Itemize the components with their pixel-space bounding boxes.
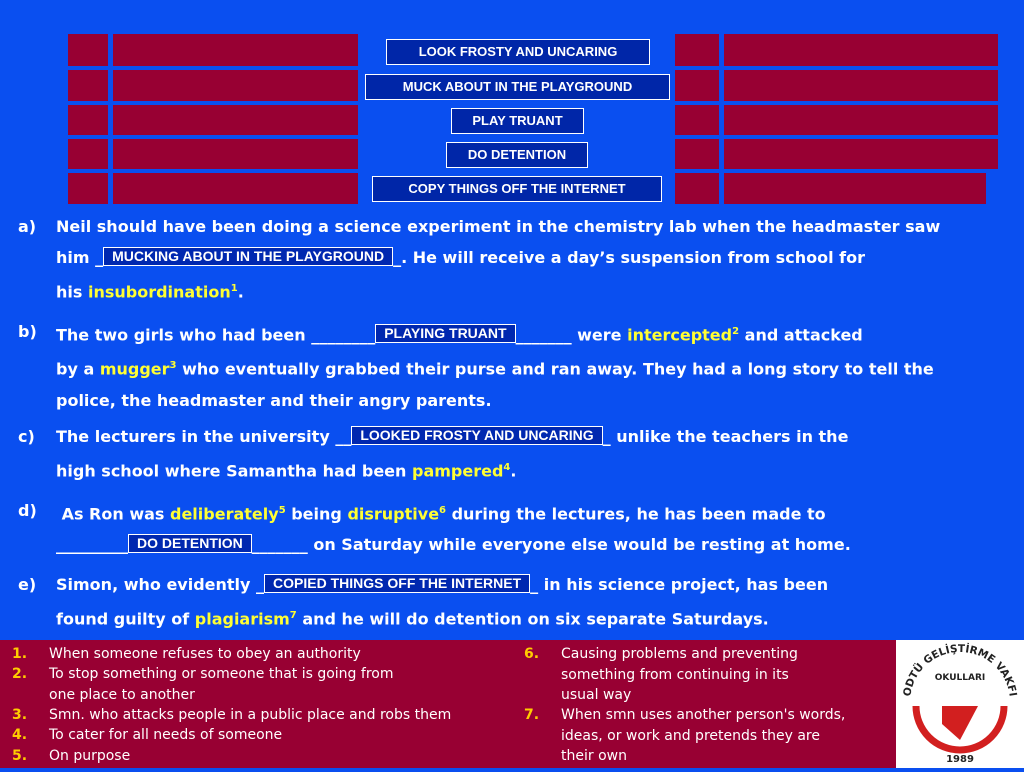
tile xyxy=(675,34,719,66)
blank-line: _______ xyxy=(251,535,308,555)
vocab-word: intercepted xyxy=(627,325,733,345)
exercise-line xyxy=(56,350,1006,384)
answer-box[interactable]: LOOKED FROSTY AND UNCARING xyxy=(351,426,602,445)
tile xyxy=(113,105,358,135)
phrase-play-truant[interactable]: PLAY TRUANT xyxy=(451,108,584,134)
definition-number: 7. xyxy=(524,707,540,723)
school-logo xyxy=(896,640,1024,768)
footnote-ref: 2 xyxy=(732,326,740,337)
text: and attacked xyxy=(739,325,863,345)
vocab-word: mugger xyxy=(99,359,170,379)
logo-arc-text: ODTÜ GELİŞTİRME VAKFI xyxy=(901,642,1019,698)
definition-text: On purpose xyxy=(49,748,131,764)
tile xyxy=(68,34,108,66)
phrase-look-frosty[interactable]: LOOK FROSTY AND UNCARING xyxy=(386,39,650,65)
exercise-line xyxy=(56,242,1006,273)
definition-number: 2. xyxy=(12,666,28,682)
text: who eventually grabbed their purse and ran away. They had a long story to tell the xyxy=(176,359,934,379)
definition-2 xyxy=(12,664,512,706)
exercise-c xyxy=(18,421,1018,485)
exercise-label: d) xyxy=(18,501,37,520)
exercise-label: e) xyxy=(18,575,37,594)
definition-text: one place to another xyxy=(49,686,195,703)
tile xyxy=(68,139,108,169)
text: The lecturers in the university xyxy=(56,427,336,446)
text: and he will do detention on six separate Saturdays. xyxy=(296,609,769,629)
tile xyxy=(675,105,719,135)
answer-box[interactable]: PLAYING TRUANT xyxy=(375,324,515,343)
text: . xyxy=(510,461,517,481)
text: in his science project, has been xyxy=(538,575,829,594)
exercise-line xyxy=(56,421,1006,452)
definition-5 xyxy=(12,746,512,767)
definition-number: 5. xyxy=(12,748,28,764)
text: him xyxy=(56,248,96,267)
logo-emblem-icon xyxy=(896,640,1024,768)
text: being xyxy=(285,504,348,524)
vocab-word: plagiarism xyxy=(194,609,290,629)
text: on Saturday while everyone else would be resting at home. xyxy=(307,535,851,555)
tile xyxy=(113,139,358,169)
tile xyxy=(68,173,108,204)
footnote-ref: 7 xyxy=(289,610,297,621)
exercise-line xyxy=(56,569,1006,600)
footnote-ref: 1 xyxy=(230,283,238,294)
exercise-label: c) xyxy=(18,427,35,446)
text: during the lectures, he has been made to xyxy=(446,504,826,524)
tile xyxy=(675,173,719,204)
footnote-ref: 3 xyxy=(169,360,177,372)
exercise-line xyxy=(56,316,1006,350)
exercise-line xyxy=(56,600,1006,634)
phrase-do-detention[interactable]: DO DETENTION xyxy=(446,142,588,168)
exercise-a xyxy=(18,211,1018,307)
svg-text:ODTÜ GELİŞTİRME VAKFI xyxy=(901,641,1018,697)
logo-sub-text: OKULLARI xyxy=(934,673,986,683)
exercise-line xyxy=(56,495,1006,529)
logo-year: 1989 xyxy=(946,754,974,765)
vocab-word: insubordination xyxy=(87,282,231,302)
blank-line: _ xyxy=(256,575,265,594)
tile xyxy=(113,70,358,101)
footnote-ref: 6 xyxy=(439,505,447,516)
definition-text: their own xyxy=(561,748,627,764)
exercise-label: a) xyxy=(18,217,37,236)
tile xyxy=(724,34,998,66)
text: by a xyxy=(56,359,100,379)
definition-3 xyxy=(12,705,512,726)
exercise-line xyxy=(56,452,1006,486)
tile xyxy=(113,173,358,204)
definition-text: ideas, or work and pretends they are xyxy=(561,727,820,744)
exercise-line xyxy=(56,385,1006,416)
text: his xyxy=(56,282,88,302)
tile xyxy=(724,70,998,101)
exercise-line xyxy=(56,273,1006,307)
text: high school where Samantha had been xyxy=(56,461,412,481)
exercise-line xyxy=(56,211,1006,242)
tile xyxy=(675,139,719,169)
text: found guilty of xyxy=(56,609,195,629)
tile xyxy=(68,105,108,135)
definition-6 xyxy=(524,644,894,706)
definition-4 xyxy=(12,725,512,746)
text: . He will receive a day’s suspension from school for xyxy=(401,248,865,267)
exercise-label: b) xyxy=(18,322,37,341)
definition-number: 4. xyxy=(12,727,28,743)
text: . xyxy=(237,282,244,302)
exercise-b xyxy=(18,316,1018,412)
definition-text: To cater for all needs of someone xyxy=(49,727,283,743)
phrase-copy-things[interactable]: COPY THINGS OFF THE INTERNET xyxy=(372,176,662,202)
exercise-e xyxy=(18,569,1018,633)
text: unlike the teachers in the xyxy=(610,427,849,446)
tile xyxy=(724,105,998,135)
definition-number: 1. xyxy=(12,646,28,662)
definition-number: 3. xyxy=(12,707,28,723)
blank-line: _ xyxy=(95,248,104,267)
blank-line: _ xyxy=(393,248,402,267)
vocab-word: disruptive xyxy=(347,504,440,524)
blank-line: __ xyxy=(335,427,352,446)
footnote-ref: 5 xyxy=(278,505,286,516)
tile xyxy=(675,70,719,101)
definition-text: Smn. who attacks people in a public place and robs them xyxy=(49,707,452,723)
definition-text: something from continuing in its xyxy=(561,666,789,683)
tile xyxy=(724,139,998,169)
text: Simon, who evidently xyxy=(56,575,257,594)
text: Neil should have been doing a science experiment in the chemistry lab when the headmaster saw xyxy=(56,217,941,236)
text: The two girls who had been xyxy=(56,325,312,345)
tile xyxy=(68,70,108,101)
vocab-word: pampered xyxy=(411,461,504,481)
text: As Ron was xyxy=(56,504,170,524)
answer-box[interactable]: MUCKING ABOUT IN THE PLAYGROUND xyxy=(103,247,393,266)
tile xyxy=(113,34,358,66)
definition-7 xyxy=(524,705,894,767)
phrase-muck-about[interactable]: MUCK ABOUT IN THE PLAYGROUND xyxy=(365,74,670,100)
tile xyxy=(724,173,986,204)
answer-box[interactable]: COPIED THINGS OFF THE INTERNET xyxy=(264,574,530,593)
text: were xyxy=(571,325,628,345)
definition-number: 6. xyxy=(524,646,540,662)
blank-line: _______ xyxy=(515,325,572,345)
answer-box[interactable]: DO DETENTION xyxy=(128,534,252,553)
definition-text: When smn uses another person's words, xyxy=(561,707,846,723)
definition-text: Causing problems and preventing xyxy=(561,646,798,662)
blank-line: _ xyxy=(602,427,611,446)
definition-text: To stop something or someone that is going from xyxy=(49,666,394,682)
definition-text: usual way xyxy=(561,687,632,703)
exercise-d xyxy=(18,495,1018,559)
exercise-line xyxy=(56,529,1006,560)
blank-line: _________ xyxy=(56,535,128,555)
blank-line: ________ xyxy=(311,325,376,345)
definition-text: When someone refuses to obey an authority xyxy=(49,646,361,662)
text: police, the headmaster and their angry parents. xyxy=(56,390,492,410)
vocab-word: deliberately xyxy=(170,504,279,524)
footnote-ref: 4 xyxy=(503,462,511,473)
definition-1 xyxy=(12,644,512,665)
blank-line: _ xyxy=(530,575,539,594)
